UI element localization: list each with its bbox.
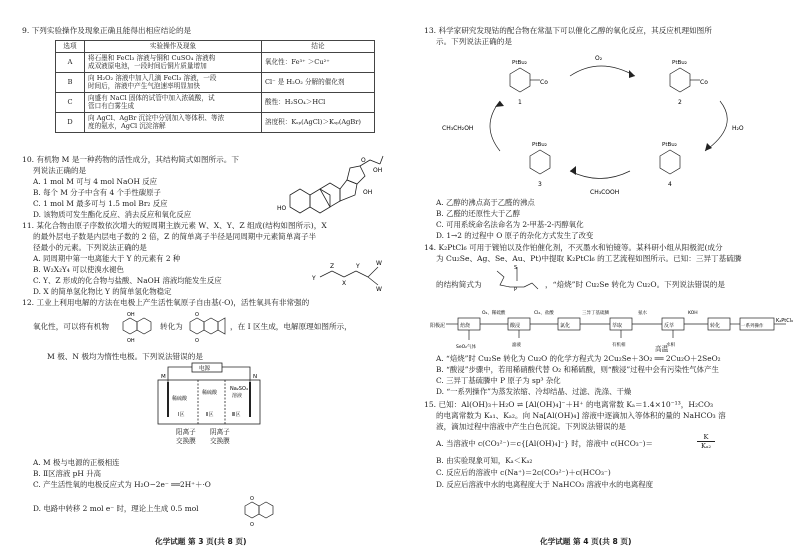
svg-text:OH: OH [363,189,373,196]
q13-stem-2: 示。下列说法正确的是 [436,37,512,46]
flow-reagent-1: O₂、稀硫酸 [482,311,506,316]
q10-stem-2: 列说法正确的是 [33,166,87,175]
organic-product-structure [185,310,227,344]
row-operation [85,92,262,112]
q13-option-a: A. 乙醇的沸点高于乙醛的沸点 [436,198,535,207]
row-operation [85,112,262,132]
q14-option-d: D. “一系列操作”为蒸发浓缩、冷却结晶、过滤、洗涤、干燥 [436,387,632,396]
process-flow-chart [430,296,795,354]
anion-membrane-label [210,428,230,446]
row-conclusion: 溶度积：Kₛₚ(AgCl)＞Kₛₚ(AgBr) [262,112,375,132]
q12-option-a: A. M 极与电源的正极相连 [33,458,120,467]
flow-reagent-4: 氨水 [638,311,647,316]
q11-option-c: C. Y、Z 形成的化合物与盐酸、NaOH 溶液均能发生反应 [33,276,222,285]
q15-stem-1: 15. 已知：Al(OH)₃＋H₂O ⇌ [Al(OH)₄]⁻＋H⁺ 的电离常数 Kₐ＝1.4×10⁻¹³，H₂CO₃ [424,400,714,409]
flow-acid-box: 酸浸 [510,323,521,329]
zone1-label: Ⅰ区 [178,412,185,418]
q12-option-c: C. 产生活性氧的电极反应式为 H₂O−2e⁻ ══2H⁺＋·O [33,480,211,489]
q12-option-d: D. 电路中转移 2 mol e⁻ 时，理论上生成 0.5 mol [33,504,199,513]
organic-reactant-structure [118,310,158,344]
q10-option-d: D. 该物质可发生酯化反应、消去反应和氧化反应 [33,210,192,219]
q11-option-a: A. 同周期中第一电离能大于 Y 的元素有 2 种 [33,254,181,263]
electrode-m-label: M [161,374,166,380]
pr-label-1: PtBu₂ [512,60,527,66]
row-operation [85,52,262,72]
row-conclusion: 氧化性：Fe³⁺ ＞Cu²⁺ [262,52,375,72]
pr-label-4: PtBu₂ [662,142,677,148]
row-conclusion: Cl⁻ 是 H₂O₂ 分解的催化剂 [262,72,375,92]
q14-option-c: C. 三异丁基硫膦中 P 原子为 sp³ 杂化 [436,376,561,385]
svg-text:Y: Y [356,263,360,270]
water-label: H₂O [732,125,744,132]
row-option: A [56,52,85,72]
q15-option-d: D. 反应后溶液中水的电离程度大于 NaHCO₃ 溶液中水的电离程度 [436,480,654,489]
flow-reagent-2: Cl₂、盐酸 [534,311,554,316]
flow-reagent-3: 三异丁基硫膦 [582,311,609,316]
q11-stem-2: 的最外层电子数是内层电子数的 2 倍，Z 的简单离子半径是同周期中元素简单离子半 [33,232,317,241]
svg-text:OH: OH [127,312,135,318]
molecule-m-structure [275,150,385,220]
page-4 [400,0,800,555]
row-operation-line: 度的氨水，AgCl 沉淀溶解 [88,122,166,130]
q11-option-d: D. X 的简单氢化物比 Y 的简单氢化物稳定 [33,287,172,296]
table-header-row [56,41,375,53]
zone3-salt-label: Na₂SO₄ [230,386,248,392]
q14-stem-3a: 的结构简式为 [436,280,482,289]
row-operation-line: 成双液原电池，一段时间后铜片质量增加 [88,62,207,70]
q14-option-b: B. “酸浸”步骤中，若用稀硝酸代替 O₂ 和稀硫酸，则“酸浸”过程中会有污染性气体产生 [436,365,719,374]
svg-text:HO: HO [277,205,287,212]
table-header-option: 选项 [56,41,85,53]
row-operation-line: 时间后，溶液中产生气泡速率明显加快 [88,82,201,90]
acetic-acid-label: CH₃COOH [590,189,620,196]
compound-structure-wxyz [310,255,390,293]
svg-text:P: P [514,287,518,293]
svg-text:Z: Z [330,263,335,270]
q12-stem-2a: 氧化性，可以将有机物 [33,322,109,331]
q11-option-b: B. W₂X₂Y₄ 可以使溴水褪色 [33,265,124,274]
o2-label: O₂ [595,55,603,62]
svg-text:OH: OH [127,338,135,344]
complex-1-number: 1 [518,99,522,106]
membrane-label-line: 阴离子 [210,428,230,436]
table-row [56,52,375,72]
row-operation-line: 向 H₂O₂ 溶液中加入几滴 FeCl₃ 溶液，一段 [88,73,217,82]
svg-text:OH: OH [373,167,383,174]
complex-3-number: 3 [538,181,542,188]
row-option: D [56,112,85,132]
electrolysis-cell-diagram [150,362,270,432]
q9-stem: 9. 下列实验操作及现象正确且能得出相应结论的是 [22,26,192,35]
table-header-operation: 实验操作及现象 [85,41,262,53]
q12-stem-3: M 极、N 极均为惰性电极。下列说法错误的是 [47,352,203,361]
table-row [56,92,375,112]
q15-option-a-denominator: Kₐ₂ [700,442,712,450]
q10-option-c: C. 1 mol M 最多可与 1.5 mol Br₂ 反应 [33,199,168,208]
svg-text:W: W [376,286,382,293]
svg-text:Y: Y [312,275,316,282]
q9-options-table [55,40,375,133]
flow-extract-box: 萃取 [612,323,623,329]
membrane-label-line: 交换膜 [210,437,230,445]
svg-text:S: S [514,265,518,271]
flow-roast-box: 焙烧 [460,323,471,329]
q12-stem-2c: ，在 I 区生成，电解原理如图所示， [230,322,352,331]
flow-product-label: K₂PtCl₆ [776,318,794,324]
q15-stem-3: 液，滴加过程中溶液中产生白色沉淀。下列说法错误的是 [436,422,626,431]
zone3-label: Ⅲ区 [232,412,241,418]
q14-stem-2: 为 Cu₂Se、Ag、Se、Au、Pt)中提取 K₂PtCl₆ 的工艺流程如图所示。已知：三异丁基硫膦 [436,254,742,263]
flow-backextract-box: 反萃 [664,323,675,329]
svg-text:O: O [195,338,199,344]
row-operation-line: 将石墨和 FeCl₃ 溶液与铜和 CuSO₄ 溶液构 [88,53,216,62]
page-footer: 化学试题 第 4 页(共 8 页) [540,537,632,546]
flow-seo2-label: SeO₂气体 [456,345,476,350]
product-structure-small [240,494,274,528]
flow-waste-3: 水相 [666,343,675,348]
membrane-label-line: 阳离子 [176,428,196,436]
q14-stem-3b: ，“焙烧”时 Cu₂Se 转化为 Cu₂O。下列说法错误的是 [545,280,725,289]
flow-waste-1: 滤液 [512,343,521,348]
zone2-solution-label: 稀硫酸 [202,390,218,396]
q10-option-a: A. 1 mol M 可与 4 mol NaOH 反应 [33,177,158,186]
flow-reagent-5: KOH [688,311,698,316]
catalytic-mechanism-diagram [440,46,780,196]
row-operation-line: 管口有白雾生成 [88,102,135,110]
q10-stem-1: 10. 有机物 M 是一种药物的活性成分，其结构简式如图所示。下 [22,155,239,164]
q14-stem-1: 14. K₂PtCl₆ 可用于镀铂以及作铂催化剂，不灭墨水和铂镜等。某科研小组从阳极泥(成分 [424,243,723,252]
row-option: C [56,92,85,112]
q13-option-c: C. 可用系统命名法命名为 2-甲基-2-丙醇氧化 [436,220,584,229]
q15-stem-2: 的电离常数为 Kₐ₁、Kₐ₂。向 Na[Al(OH)₄] 溶液中逐滴加入等体积的量的 NaHCO₃ 溶 [436,411,726,420]
q14-option-a: A. “焙烧”时 Cu₂Se 转化为 Cu₂O 的化学方程式为 2Cu₂Se＋3O₂ ══ 2Cu₂O＋2SeO₂ [436,354,721,363]
co-label-2: Co [700,79,708,86]
q15-option-b: B. 由实验现象可知，Kₐ＜Kₐ₂ [436,456,533,465]
q11-stem-1: 11. 某化合物由原子序数依次增大的短周期主族元素 W、X、Y、Z 组成(结构如图所示)，X [22,221,327,230]
pr-label-3: PtBu₂ [532,142,547,148]
svg-text:O: O [361,157,366,164]
triisobutylphosphine-sulfide-structure [492,263,542,295]
q14-option-a-condition: 高温 [655,345,669,353]
table-header-conclusion: 结论 [262,41,375,53]
row-conclusion: 酸性：H₂SO₄＞HCl [262,92,375,112]
row-operation-line: 向 AgCl、AgBr 沉淀中分别加入等体积、等浓 [88,113,225,122]
q12-stem-1: 12. 工业上利用电解的方法在电极上产生活性氧原子自由基(·O)，活性氧具有非常强的 [22,298,310,307]
q10-option-b: B. 每个 M 分子中含有 4 个手性碳原子 [33,188,161,197]
svg-text:O: O [195,312,199,318]
flow-chlorinate-box: 氯化 [560,323,571,329]
q13-option-b: B. 乙醛的还原性大于乙醇 [436,209,521,218]
flow-waste-2: 有机相 [612,343,626,348]
electrode-n-label: N [253,374,258,380]
flow-start-label: 阳极泥 [430,323,446,329]
svg-text:X: X [342,280,347,287]
row-operation-line: 向盛有 NaCl 固体的试管中加入浓硫酸，试 [88,93,215,102]
power-source-label: 电源 [199,366,211,372]
q15-option-a-numerator: K [697,433,715,442]
q13-option-d: D. 1→2 的过程中 O 原子的杂化方式发生了改变 [436,231,594,240]
row-option: B [56,72,85,92]
complex-4-number: 4 [668,181,672,188]
membrane-label-line: 交换膜 [176,437,196,445]
page-footer: 化学试题 第 3 页(共 8 页) [155,537,247,546]
table-row [56,72,375,92]
ethanol-label: CH₃CH₂OH [442,125,474,132]
co-label-1: Co [540,79,548,86]
q13-stem-1: 13. 科学家研究发现钴的配合物在常温下可以催化乙醇的氧化反应，其反应机理如图所 [424,26,712,35]
svg-text:O: O [250,522,254,528]
table-row [56,112,375,132]
zone1-solution-label: 稀硫酸 [172,396,188,402]
svg-text:O: O [250,496,254,502]
flow-ops-box: 一系列操作 [741,324,764,329]
flow-convert-box: 转化 [710,323,721,329]
q11-stem-3: 径最小的元素。下列说法正确的是 [33,243,147,252]
q15-option-a: A. 当溶液中 c(CO₃²⁻)＝c{[Al(OH)₄]⁻} 时，溶液中 c(HCO₃⁻)＝ [436,439,653,448]
q12-option-b: B. Ⅱ区溶液 pH 升高 [33,469,101,478]
zone3-salt-solution-label: 溶液 [232,393,243,399]
svg-text:W: W [376,260,382,267]
pr-label-2: PtBu₂ [672,60,687,66]
q12-stem-2b: 转化为 [160,322,183,331]
q15-option-c: C. 反应后的溶液中 c(Na⁺)＝2c(CO₃²⁻)＋c(HCO₃⁻) [436,468,611,477]
row-operation [85,72,262,92]
complex-2-number: 2 [678,99,682,106]
zone2-label: Ⅱ区 [206,412,214,418]
cation-membrane-label [176,428,196,446]
